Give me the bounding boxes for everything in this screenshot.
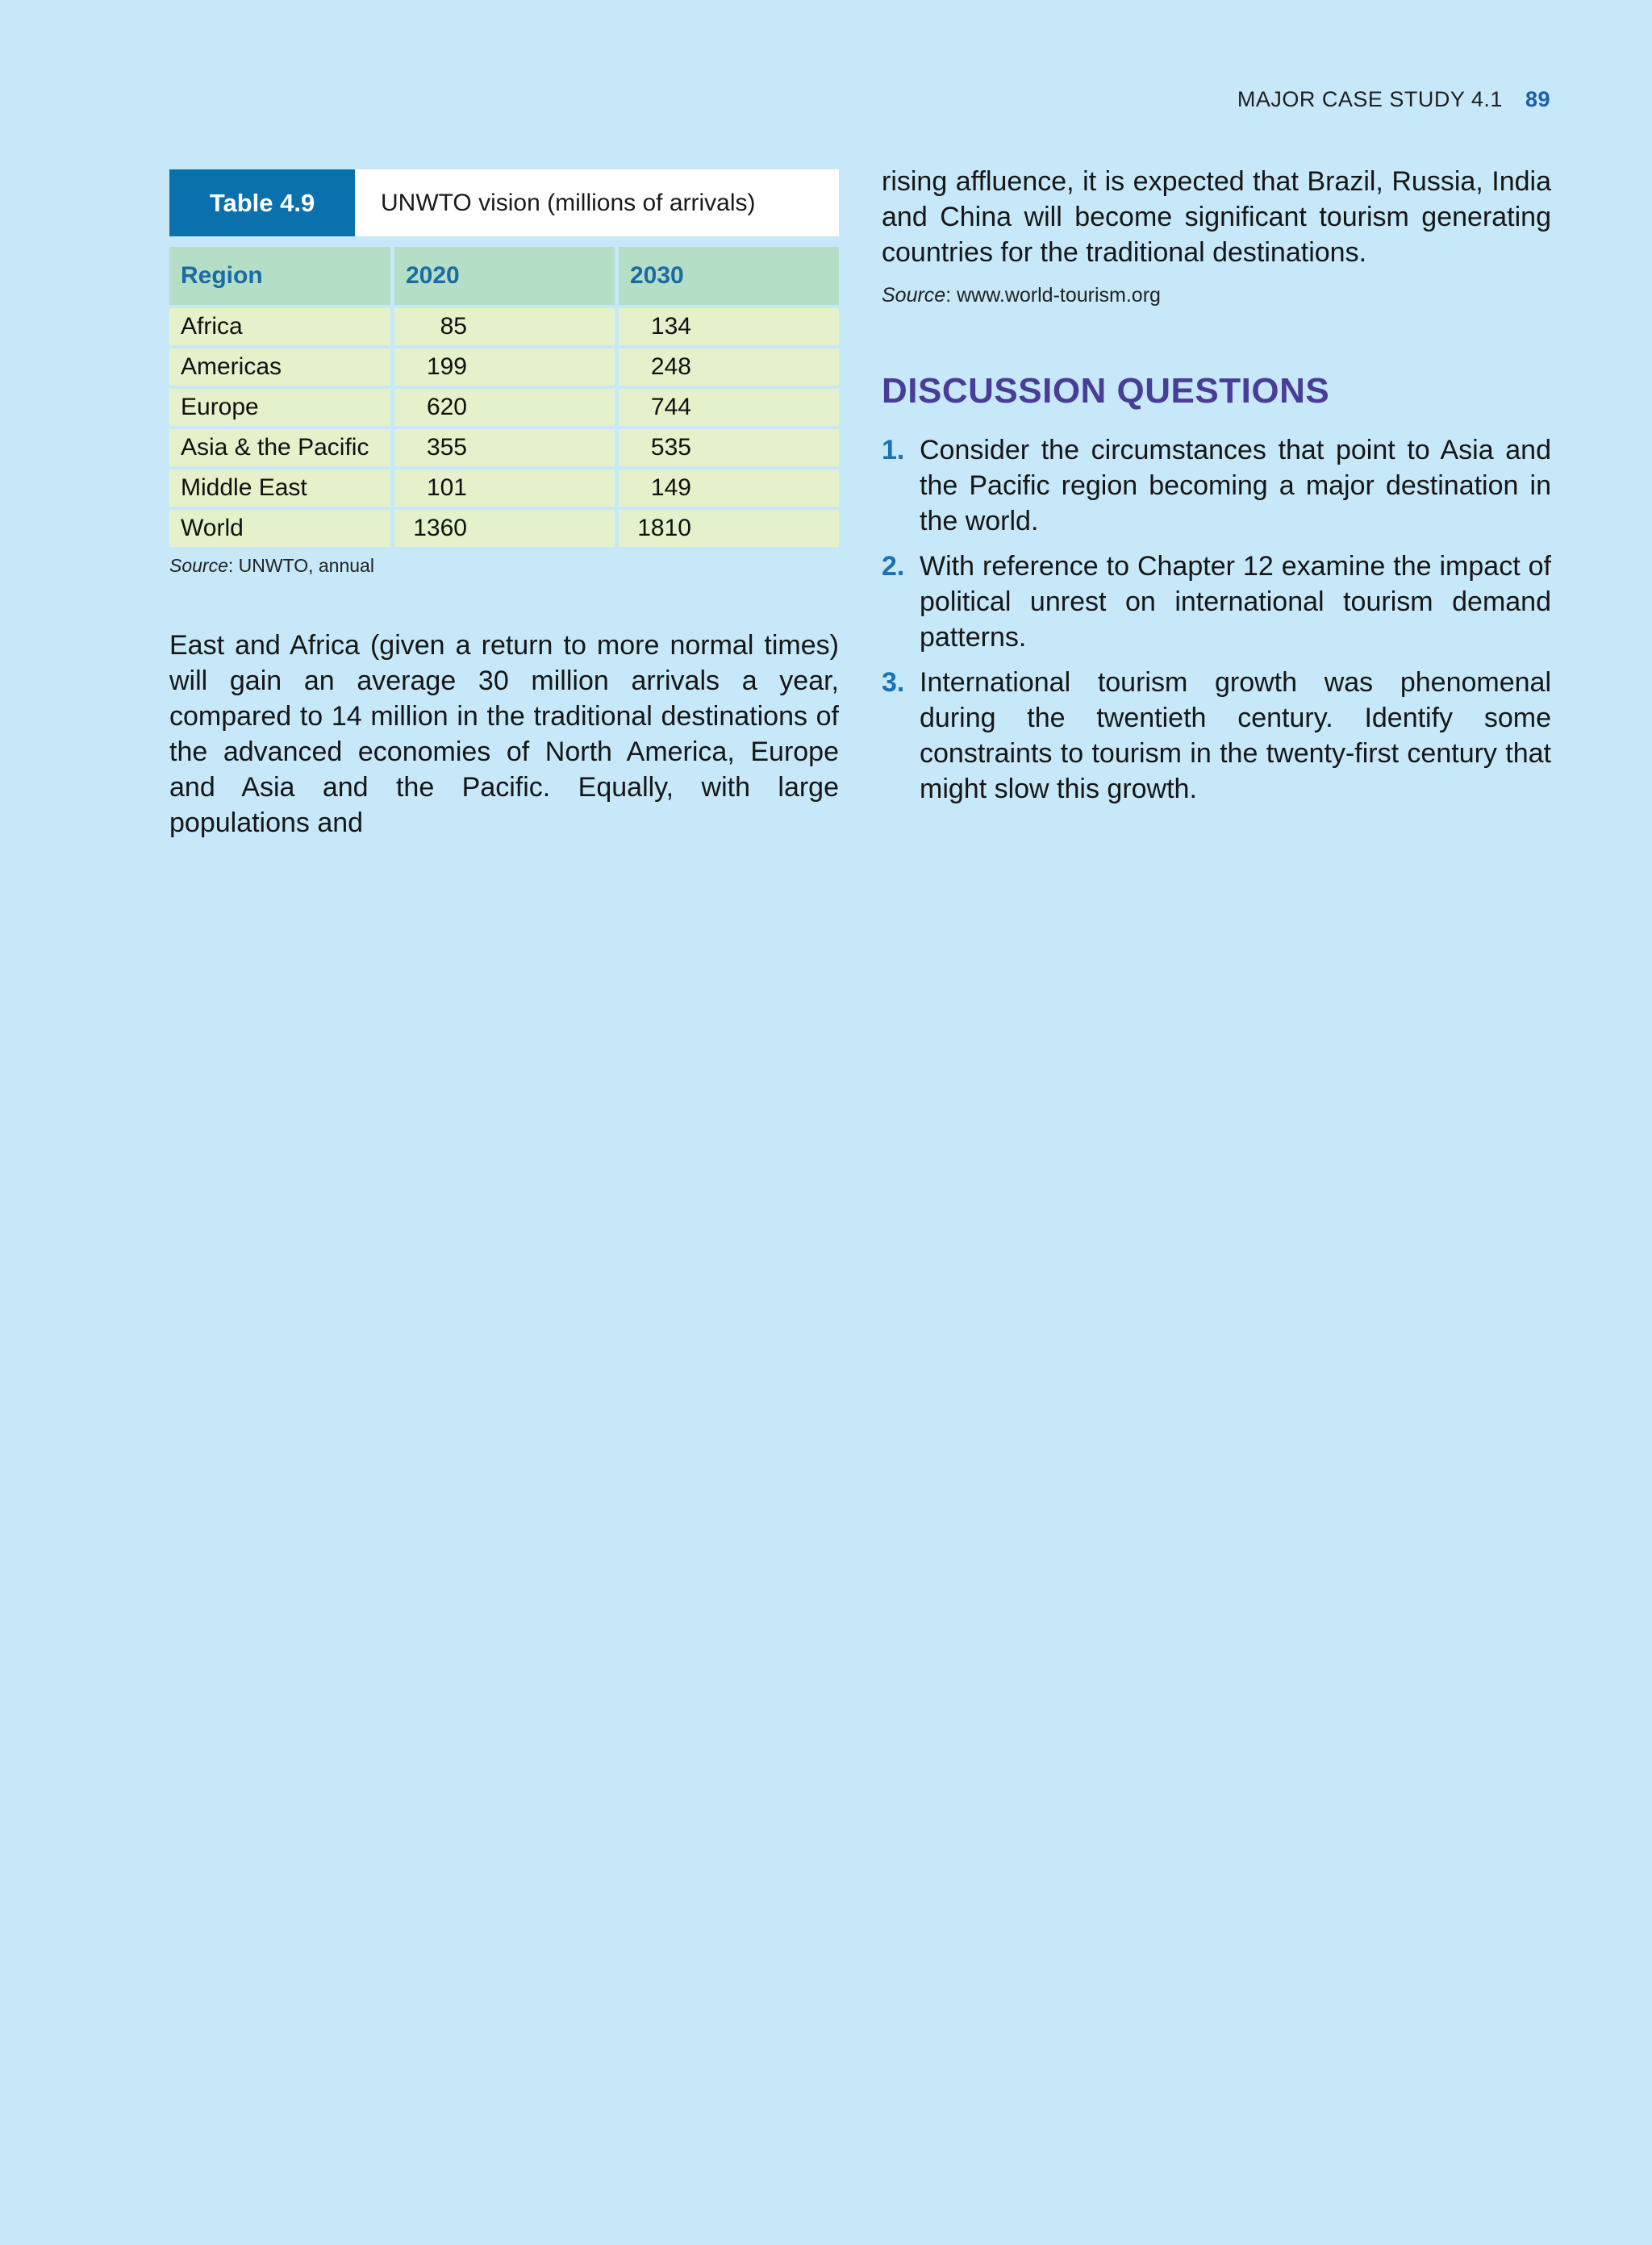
article-source-text: : www.world-tourism.org <box>945 284 1161 307</box>
table-source-label: Source <box>169 555 228 576</box>
region-cell: Europe <box>169 389 390 426</box>
question-number: 3. <box>882 667 905 698</box>
table-source-text: : UNWTO, annual <box>227 555 374 576</box>
table-header-row <box>169 247 839 305</box>
value-2030-cell: 134 <box>650 313 691 340</box>
question-text: International tourism growth was phenomenal during the twentieth century. Identify some constraints to tourism in the twenty-first century that might slow this growth. <box>920 667 1551 804</box>
question-item <box>882 665 1551 807</box>
column-header-2030: 2030 <box>619 247 839 305</box>
value-2030-cell: 1810 <box>637 515 691 541</box>
value-2030-cell: 248 <box>650 353 691 380</box>
discussion-question-list <box>882 432 1551 816</box>
table-block <box>169 169 839 577</box>
section-title: MAJOR CASE STUDY 4.1 <box>1237 87 1503 111</box>
question-item <box>882 549 1551 655</box>
right-column-paragraph: rising affluence, it is expected that Brazil, Russia, India and China will become significant tourism generating countries for the traditional destinations. <box>882 166 1551 268</box>
value-2030-cell: 149 <box>650 474 691 501</box>
region-cell: Asia & the Pacific <box>169 429 390 466</box>
region-cell: Americas <box>169 348 390 386</box>
table-row <box>169 510 839 547</box>
value-2020-cell: 85 <box>440 313 467 340</box>
page-number: 89 <box>1525 87 1550 111</box>
question-item <box>882 432 1551 539</box>
data-table <box>165 244 843 550</box>
value-2020-cell: 620 <box>426 394 467 420</box>
question-number: 2. <box>882 551 905 582</box>
value-2020-cell: 1360 <box>413 515 467 541</box>
value-2030-cell: 744 <box>650 394 691 420</box>
question-text: Consider the circumstances that point to Asia and the Pacific region becoming a major destination in the world. <box>920 435 1551 536</box>
table-label: Table 4.9 <box>169 169 355 236</box>
table-row <box>169 429 839 466</box>
left-column-paragraph: East and Africa (given a return to more normal times) will gain an average 30 million arrivals a year, compared to 14 million in the traditional destinations of the advanced economies of North America, Europe and Asia and the Pacific. Equally, with large populations and <box>169 630 839 838</box>
table-row <box>169 308 839 345</box>
question-number: 1. <box>882 435 905 465</box>
article-source-label: Source <box>882 284 946 307</box>
table-row <box>169 469 839 507</box>
region-cell: Africa <box>169 308 390 345</box>
region-cell: Middle East <box>169 469 390 507</box>
table-row <box>169 389 839 426</box>
table-caption <box>169 169 839 236</box>
table-title: UNWTO vision (millions of arrivals) <box>381 189 756 216</box>
running-header <box>1237 87 1550 112</box>
region-cell: World <box>169 510 390 547</box>
table-row <box>169 348 839 386</box>
article-source <box>882 284 1161 307</box>
value-2020-cell: 355 <box>426 434 467 461</box>
value-2020-cell: 101 <box>426 474 467 501</box>
table-source <box>169 555 839 577</box>
discussion-heading: DISCUSSION QUESTIONS <box>882 371 1330 411</box>
column-header-2020: 2020 <box>394 247 615 305</box>
value-2030-cell: 535 <box>650 434 691 461</box>
question-text: With reference to Chapter 12 examine the impact of political unrest on international tourism demand patterns. <box>920 551 1551 653</box>
column-header-region: Region <box>169 247 390 305</box>
value-2020-cell: 199 <box>426 353 467 380</box>
